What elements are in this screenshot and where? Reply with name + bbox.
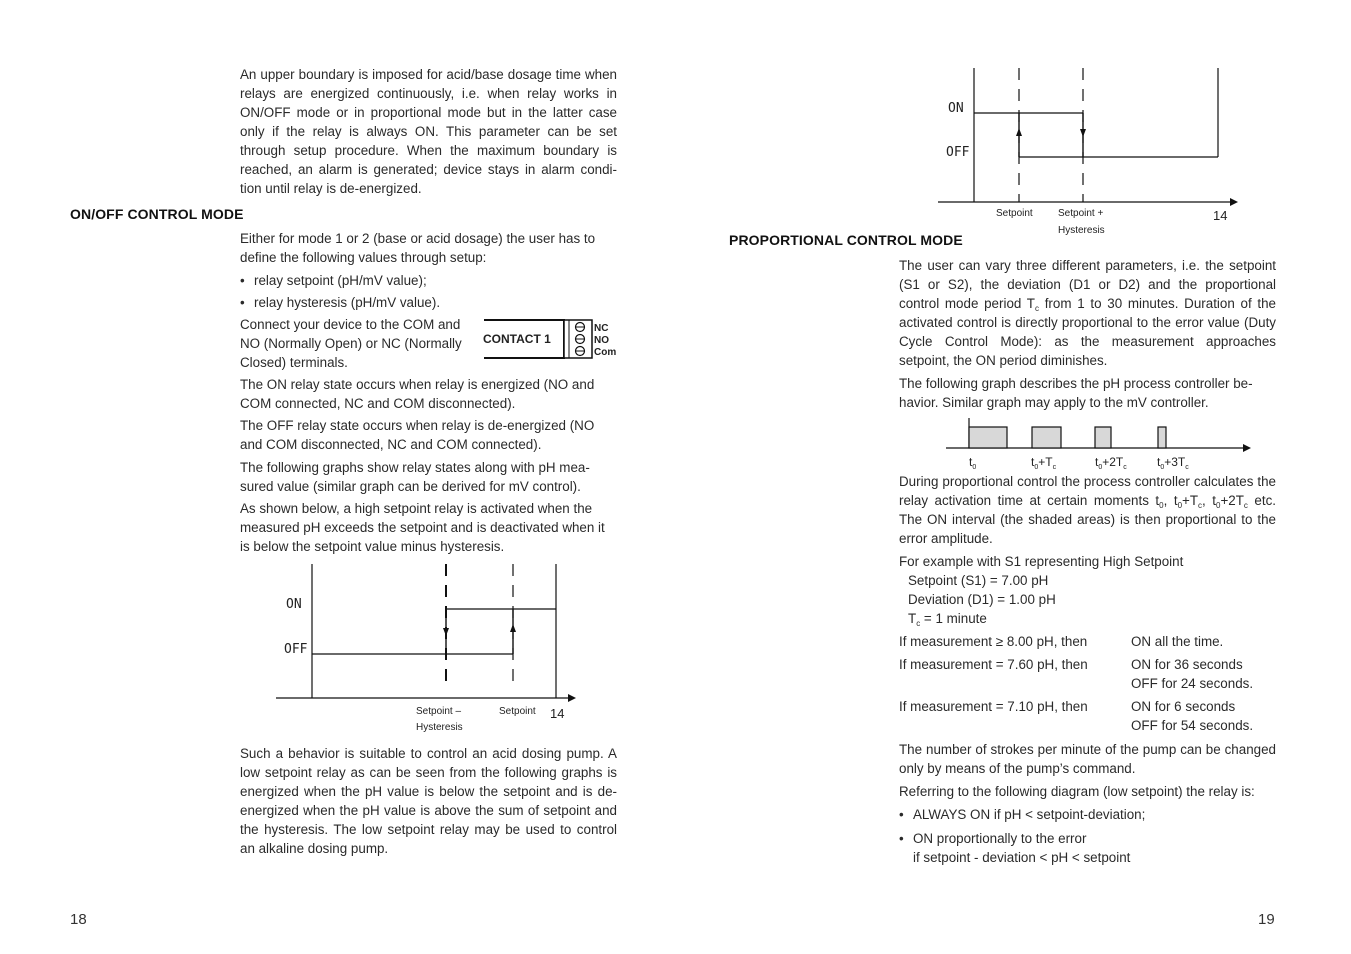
graph1-x-label-hysteresis: Hysteresis [416,722,463,733]
example-deviation: Deviation (D1) = 1.00 pH [908,592,1056,607]
duty-label-t0: $t_0$ [969,455,977,471]
table-cell-result: ON for 6 seconds OFF for 54 seconds. [1131,699,1254,733]
heading-proportional-control-mode: PROPORTIONAL CONTROL MODE [729,232,963,248]
graph1-x-label-setpoint: Setpoint [499,706,536,717]
example-intro: For example with S1 representing High Setpoint [899,554,1184,569]
table-cell-condition: If measurement = 7.10 pH, then [899,699,1088,714]
graphs-intro-text: The following graphs show relay states along with pH mea-sured value (similar graph can be derived for mV control). [240,460,590,494]
graph2-x-label-hysteresis: Hysteresis [1058,225,1105,236]
duty-cycle-graph [940,414,1260,474]
graph2-off-label: OFF [946,145,970,160]
table-row [899,693,1253,735]
proportional-paragraph-1: The user can vary three different parameters, i.e. the setpoint (S1 or S2), the deviation (D1 or D2) and the proportional control mode period $T_c$ from 1 to 30 minutes. Duration of the activated control is directly proportional to the error value (Duty Cycle Control Mode): as the measurement approaches setpoint, the ON period diminishes. [899,258,1276,368]
table-cell-result: ON for 36 seconds OFF for 24 seconds. [1131,657,1254,691]
graph1-off-label: OFF [284,642,308,657]
onoff-intro: Either for mode 1 or 2 (base or acid dosage) the user has to define the following values through setup: [240,231,596,265]
example-table [899,632,1276,735]
graph1-on-label: ON [286,597,302,612]
graph2-x-label-setpoint-plus: Setpoint + [1058,208,1104,219]
behavior-text: Such a behavior is suitable to control an acid dosing pump. A low setpoint relay as can be seen from the following graphs is energized when the pH value is below the setpoint and is de-energized when the pH value is above the sum of setpoint and the hysteresis. The low setpoint relay may be used to control an alkaline dosing pump. [240,746,617,856]
duty-label-t0-plus-tc: $t_0+T_c$ [1031,455,1057,471]
strokes-text: The number of strokes per minute of the pump can be changed only by means of the pump’s command. [899,742,1276,776]
high-setpoint-text: As shown below, a high setpoint relay is activated when the measured pH exceeds the setpoint and is deactivated when it is below the setpoint value minus hysteresis. [240,501,605,554]
graph2-x-max: 14 [1213,208,1228,223]
example-setpoint: Setpoint (S1) = 7.00 pH [908,573,1049,588]
low-setpoint-graph [930,62,1250,240]
off-state-text: The OFF relay state occurs when relay is de-energized (NO and COM disconnected, NC and COM connected). [240,418,595,452]
relay-bullets [899,805,1276,867]
on-state-text: The ON relay state occurs when relay is energized (NO and COM connected, NC and COM disconnected). [240,377,595,411]
example-block [899,552,1276,628]
contact-terminal-diagram [478,316,623,362]
heading-onoff-control-mode: ON/OFF CONTROL MODE [70,206,244,222]
graph2-on-label: ON [948,101,964,116]
bullet-item: • relay setpoint (pH/mV value); [240,273,427,288]
page-number-left: 18 [70,911,87,928]
table-row [899,632,1253,651]
table-cell-condition: If measurement = 7.60 pH, then [899,657,1088,672]
proportional-paragraph-3: During proportional control the process controller calculates the relay activation time at certain moments $t_0$, $t_0+T_c$, $t_0+2T_c$ etc. The ON interval (the shaded areas) is then proportional to the error amplitude. [899,474,1276,546]
proportional-paragraph-2: The following graph describes the pH process controller be-havior. Similar graph may apply to the mV controller. [899,376,1253,410]
referring-text: Referring to the following diagram (low setpoint) the relay is: [899,784,1255,799]
terminal-com: Com [594,347,617,358]
bullet-item: • ALWAYS ON if pH < setpoint-deviation; [899,807,1146,822]
duty-label-t0-plus-2tc: $t_0+2T_c$ [1095,455,1127,471]
example-tc: $T_c = 1$ minute [908,611,987,628]
bullet-item: • relay hysteresis (pH/mV value). [240,295,441,310]
duty-label-t0-plus-3tc: $t_0+3T_c$ [1157,455,1189,471]
intro-paragraph: An upper boundary is imposed for acid/base dosage time when relays are energized continuously, i.e. when relay works in ON/OFF mode or in proportional mode but in the latter case only if the relay is always ON. This parameter can be set through setup procedure. When the maximum boundary is reached, an alarm is generated; device stays in alarm condi-tion until relay is de-energized. [240,67,617,196]
table-cell-result: ON all the time. [1131,634,1224,649]
terminal-no: NO [594,335,609,346]
graph2-x-label-setpoint: Setpoint [996,208,1033,219]
graph1-x-label-setpoint-minus: Setpoint – [416,706,462,717]
page-number-right: 19 [1258,911,1275,928]
terminal-nc: NC [594,323,609,334]
table-row [899,651,1253,693]
high-setpoint-graph [270,560,590,735]
graph1-x-max: 14 [550,706,565,721]
table-cell-condition: If measurement ≥ 8.00 pH, then [899,634,1088,649]
connect-text: Connect your device to the COM and NO (Normally Open) or NC (Normally Closed) terminals. [240,317,462,370]
bullet-item: • ON proportionally to the error if setpoint - deviation < pH < setpoint [899,831,1131,865]
onoff-bullets [240,271,617,312]
contact-label: CONTACT 1 [483,332,551,346]
